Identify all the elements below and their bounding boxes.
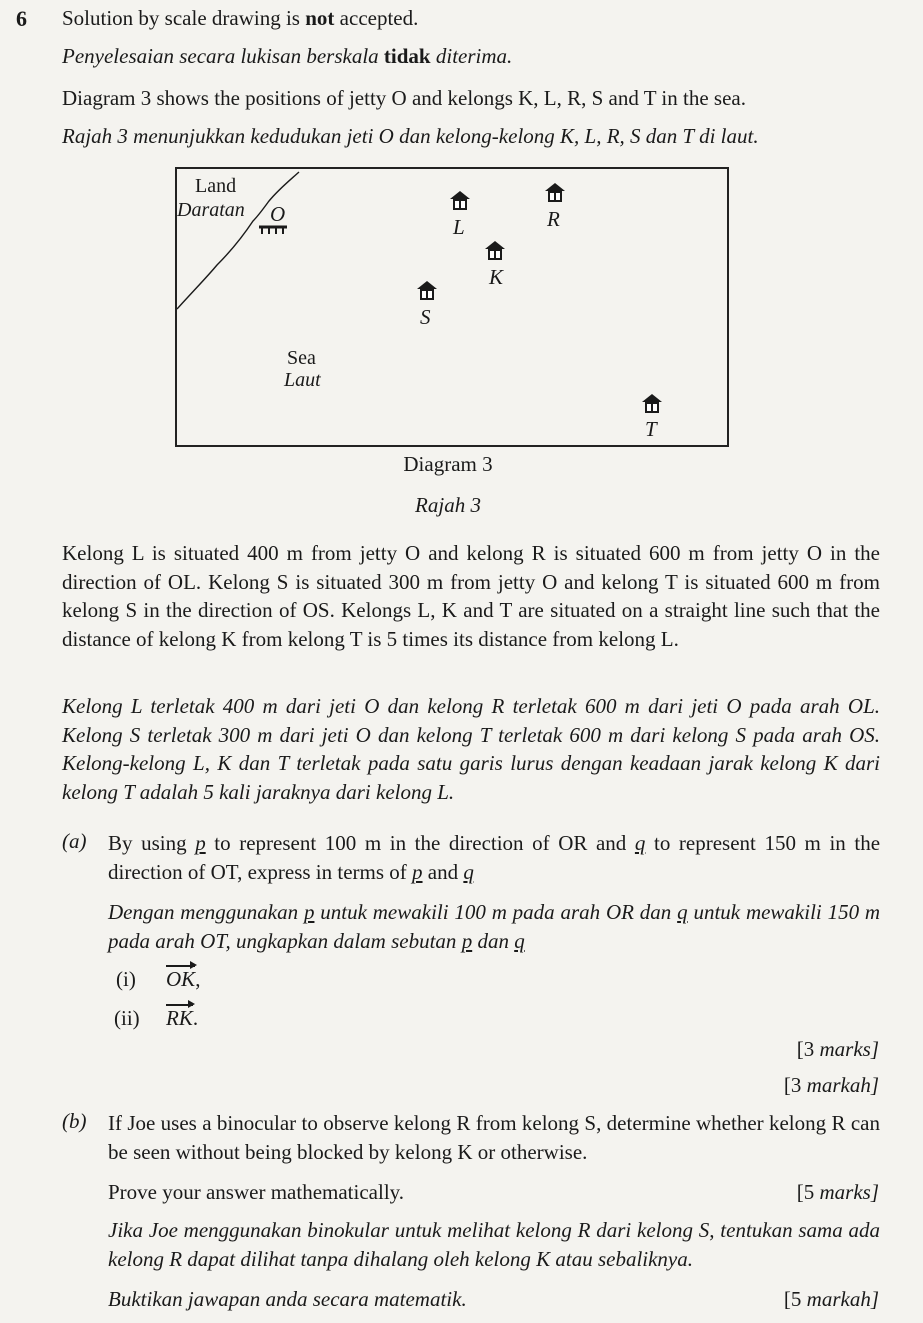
part-b-marks-en: [5 marks] — [796, 1180, 879, 1204]
diagram-caption-en: Diagram 3 — [403, 452, 493, 476]
question-number: 6 — [16, 6, 27, 31]
part-a-marks-en: [3 marks] — [796, 1037, 879, 1061]
part-a-i-label: (i) — [116, 967, 136, 991]
kelong-s-icon — [417, 281, 437, 299]
part-a-ii-label: (ii) — [114, 1006, 140, 1030]
instruction-ms: Penyelesaian secara lukisan berskala tidak diterima. — [62, 44, 513, 68]
sea-label-ms: Laut — [284, 369, 321, 391]
diagram-3 — [175, 167, 729, 447]
kelong-k-icon — [485, 241, 505, 259]
body-paragraph-en: Kelong L is situated 400 m from jetty O and kelong R is situated 600 m from jetty O in the direction of OL. Kelong S is situated 300 m from jetty O and kelong T is situated 600 m from kelong S in the direction of OS. Kelongs L, K and T are situated on a straight line such that the distance of kelong K from kelong T is 5 times its distance from kelong L. — [62, 541, 880, 651]
kelong-t-icon — [642, 394, 662, 412]
part-b-prove-en: Prove your answer mathematically. — [108, 1180, 405, 1204]
diagram-caption-ms: Rajah 3 — [415, 493, 481, 517]
part-a-question-en: By using p to represent 100 m in the direction of OR and q to represent 150 m in the direction of OT, express in terms of p and q — [108, 831, 881, 884]
land-label-en: Land — [195, 175, 237, 197]
diagram-intro-ms: Rajah 3 menunjukkan kedudukan jeti O dan kelong-kelong K, L, R, S dan T di laut. — [62, 124, 759, 148]
part-b-label: (b) — [62, 1109, 87, 1133]
sea-label-en: Sea — [287, 347, 316, 369]
point-k-label: K — [489, 265, 504, 289]
land-label-ms: Daratan — [177, 199, 245, 221]
part-a-i-vector: OK, — [166, 967, 201, 991]
point-t-label: T — [645, 417, 657, 441]
jetty-icon — [259, 227, 287, 234]
part-a-label: (a) — [62, 829, 87, 853]
kelong-l-icon — [450, 191, 470, 209]
body-paragraph-ms: Kelong L terletak 400 m dari jeti O dan kelong R terletak 600 m dari jeti O pada arah OL. Kelong S terletak 300 m dari jeti O dan kelong T terletak 600 m dari kelong S pada arah OS. Kelong-kelong L, K dan T terletak pada satu garis lurus dengan keadaan jarak kelong K dari kelong T adalah 5 kali jaraknya dari kelong L. — [62, 694, 880, 804]
point-l-label: L — [453, 215, 465, 239]
diagram-canvas — [177, 169, 727, 445]
kelong-r-icon — [545, 183, 565, 201]
part-b-question-en: If Joe uses a binocular to observe kelong R from kelong S, determine whether kelong R can be seen without being blocked by kelong K or otherwise. — [108, 1111, 880, 1164]
diagram-intro-en: Diagram 3 shows the positions of jetty O and kelongs K, L, R, S and T in the sea. — [62, 86, 746, 110]
part-a-ii-vector: RK. — [166, 1006, 199, 1030]
point-r-label: R — [547, 207, 560, 231]
part-a-question-ms: Dengan menggunakan p untuk mewakili 100 m pada arah OR dan q untuk mewakili 150 m pada arah OT, ungkapkan dalam sebutan p dan q — [108, 900, 881, 953]
point-o-label: O — [270, 202, 286, 226]
instruction-en: Solution by scale drawing is not accepted. — [62, 6, 419, 30]
part-a-marks-ms: [3 markah] — [783, 1073, 879, 1097]
point-s-label: S — [420, 305, 431, 329]
part-b-prove-ms: Buktikan jawapan anda secara matematik. — [108, 1287, 467, 1311]
part-b-marks-ms: [5 markah] — [783, 1287, 879, 1311]
part-b-question-ms: Jika Joe menggunakan binokular untuk melihat kelong R dari kelong S, tentukan sama ada kelong R dapat dilihat tanpa dihalang oleh kelong K atau sebaliknya. — [108, 1218, 880, 1271]
